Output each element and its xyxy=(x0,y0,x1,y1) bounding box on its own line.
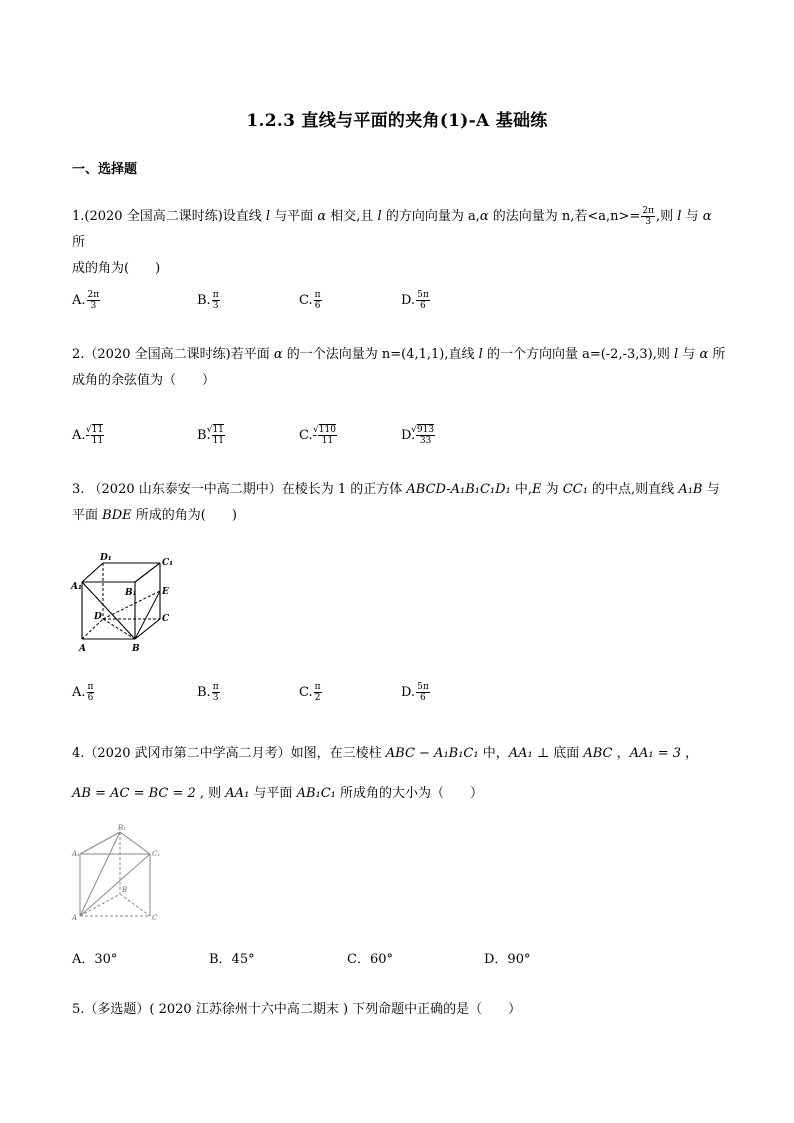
q2-option-b[interactable]: B. √ $\frac{11}{11}$ xyxy=(197,425,226,446)
q3-option-a[interactable]: A. $\frac{\pi}{6}$ xyxy=(72,682,94,703)
q2-option-a[interactable]: A.- √ $\frac{11}{11}$ xyxy=(72,425,105,446)
label-B: B xyxy=(132,644,140,652)
line-AB1 xyxy=(80,832,120,916)
q2-option-c[interactable]: C.- √ $\frac{110}{11}$ xyxy=(299,425,338,446)
question-5: 5.（多选题）( 2020 江苏徐州十六中高二期末 ) 下列命题中正确的是（ ） xyxy=(72,1002,522,1017)
q4-option-d[interactable]: D．90° xyxy=(484,952,531,967)
page-title: 1.2.3 直线与平面的夹角(1)-A 基础练 xyxy=(246,111,548,131)
edge-A1B1 xyxy=(80,832,120,854)
label-B1: B₁ xyxy=(125,588,137,598)
section-heading: 一、选择题 xyxy=(72,162,138,177)
q4-option-c[interactable]: C．60° xyxy=(347,952,393,967)
label-A: A xyxy=(79,644,86,652)
prism-figure xyxy=(70,822,166,922)
question-2-line-2: 成角的余弦值为（ ） xyxy=(72,373,216,388)
q3-option-d[interactable]: D. $\frac{5\pi}{6}$ xyxy=(401,682,429,703)
q1-option-c[interactable]: C. $\frac{\pi}{6}$ xyxy=(299,290,321,311)
edge-BC xyxy=(135,619,160,639)
edge-BC xyxy=(120,894,150,916)
q1-option-d[interactable]: D. $\frac{5\pi}{6}$ xyxy=(401,290,429,311)
question-3-line-1: 3. （2020 山东泰安一中高二期中）在棱长为 1 的正方体 ABCD-A₁B₁C₁D₁ 中,E 为 CC₁ 的中点,则直线 A₁B 与 xyxy=(72,482,720,497)
label-A1: A₁ xyxy=(72,850,80,858)
edge-AD xyxy=(82,619,103,639)
question-1-line-2: 成的角为( ) xyxy=(72,261,161,276)
q1-option-a[interactable]: A. $\frac{2\pi}{3}$ xyxy=(72,290,100,311)
q4-option-b[interactable]: B．45° xyxy=(209,952,255,967)
cube-figure xyxy=(70,548,180,652)
q2-option-d[interactable]: D. √ $\frac{913}{33}$ xyxy=(401,425,436,446)
q3-option-c[interactable]: C. $\frac{\pi}{2}$ xyxy=(299,682,321,703)
label-C: C xyxy=(162,614,170,624)
question-4-line-1: 4.（2020 武冈市第二中学高二月考）如图，在三棱柱 ABC − A₁B₁C₁ 中，AA₁ ⊥ 底面 ABC ，AA₁ = 3 ， xyxy=(72,746,699,761)
question-3-line-2: 平面 BDE 所成的角为( ) xyxy=(72,508,237,523)
label-B: B xyxy=(122,886,128,894)
question-2-line-1: 2.（2020 全国高二课时练)若平面 α 的一个法向量为 n=(4,1,1),直线 l 的一个方向向量 a=(-2,-3,3),则 l 与 α 所 xyxy=(72,347,726,362)
line-AC1 xyxy=(80,854,150,916)
q3-option-b[interactable]: B. $\frac{\pi}{3}$ xyxy=(197,682,219,703)
edge-B1C1 xyxy=(135,563,160,582)
label-D1: D₁ xyxy=(100,553,112,563)
label-E: E xyxy=(162,587,169,597)
question-2 xyxy=(72,342,727,394)
label-C: C xyxy=(152,914,158,922)
label-B1: B₁ xyxy=(118,824,126,832)
label-C1: C₁ xyxy=(152,850,161,858)
q1-option-b[interactable]: B. $\frac{\pi}{3}$ xyxy=(197,290,219,311)
label-C1: C₁ xyxy=(162,558,174,568)
edge-AB xyxy=(80,894,120,916)
question-1 xyxy=(72,204,727,282)
question-3 xyxy=(72,477,727,529)
question-4 xyxy=(72,734,727,814)
label-A: A xyxy=(72,914,78,922)
question-1-line-1: 1.(2020 全国高二课时练)设直线 l 与平面 α 相交,且 l 的方向向量为 a,α 的法向量为 n,若<a,n>= $\frac{2\pi}{3}$ ,则 l 与 α 所 xyxy=(72,206,712,250)
label-D: D xyxy=(94,612,102,622)
label-A1: A₁ xyxy=(71,582,82,592)
edge-A1D1 xyxy=(82,563,103,582)
question-4-line-2: AB = AC = BC = 2 , 则 AA₁ 与平面 AB₁C₁ 所成角的大小为（ ） xyxy=(72,786,484,801)
edge-B1C1 xyxy=(120,832,150,854)
q4-option-a[interactable]: A．30° xyxy=(72,952,118,967)
line-BE xyxy=(135,591,160,639)
